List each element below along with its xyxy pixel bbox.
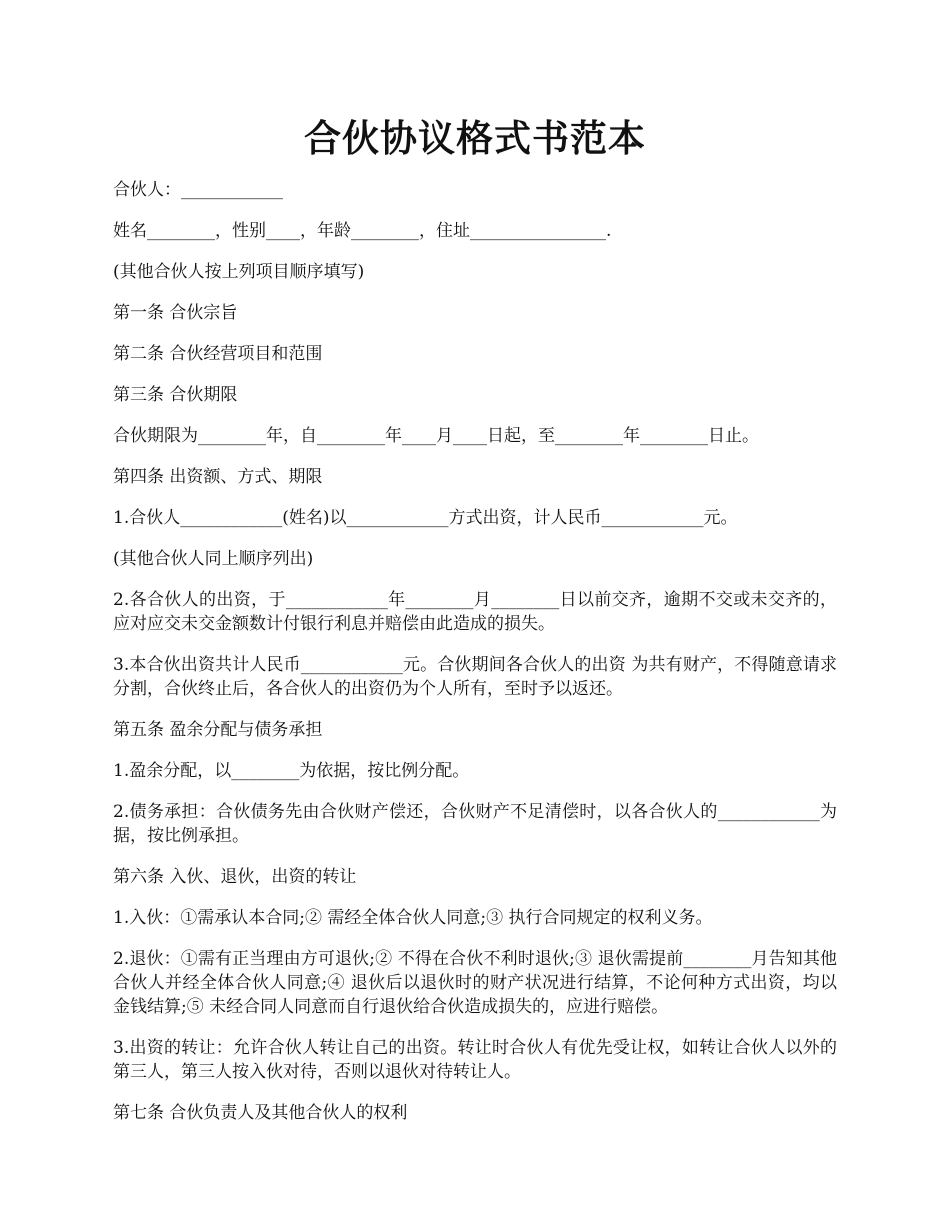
paragraph-partner: 合伙人：____________ <box>113 180 283 200</box>
paragraph-partner-info: 姓名________，性别____，年龄________，住址________________. <box>113 221 612 241</box>
paragraph-note-others: (其他合伙人同上顺序列出) <box>113 549 314 569</box>
document-title: 合伙协议格式书范本 <box>304 116 646 160</box>
article-6-heading: 第六条 入伙、退伙，出资的转让 <box>113 867 357 887</box>
document-page <box>113 0 837 1125</box>
paragraph-contribution-2: 2.各合伙人的出资，于____________年________月________日以前交齐，逾期不交或未交齐的，应对应交未交金额数计付银行利息并赔偿由此造成的损失。 <box>113 590 837 634</box>
article-2-heading: 第二条 合伙经营项目和范围 <box>113 344 323 364</box>
paragraph-transfer: 3.出资的转让：允许合伙人转让自己的出资。转让时合伙人有优先受让权，如转让合伙人以外的第三人，第三人按入伙对待，否则以退伙对待转让人。 <box>113 1038 837 1082</box>
paragraph-debt: 2.债务承担：合伙债务先由合伙财产偿还，合伙财产不足清偿时，以各合伙人的____________为据，按比例承担。 <box>113 802 837 846</box>
paragraph-term: 合伙期限为________年，自________年____月____日起，至________年________日止。 <box>113 426 759 446</box>
article-4-heading: 第四条 出资额、方式、期限 <box>113 467 323 487</box>
article-7-heading: 第七条 合伙负责人及其他合伙人的权利 <box>113 1103 408 1123</box>
paragraph-join: 1.入伙：①需承认本合同;② 需经全体合伙人同意;③ 执行合同规定的权利义务。 <box>113 908 713 928</box>
article-5-heading: 第五条 盈余分配与债务承担 <box>113 720 323 740</box>
paragraph-contribution-1: 1.合伙人____________(姓名)以____________方式出资，计人民币____________元。 <box>113 508 738 528</box>
paragraph-contribution-3: 3.本合伙出资共计人民币____________元。合伙期间各合伙人的出资 为共有财产，不得随意请求分割，合伙终止后，各合伙人的出资仍为个人所有，至时予以返还。 <box>113 655 837 699</box>
article-1-heading: 第一条 合伙宗旨 <box>113 303 238 323</box>
paragraph-withdraw: 2.退伙：①需有正当理由方可退伙;② 不得在合伙不利时退伙;③ 退伙需提前________月告知其他合伙人并经全体合伙人同意;④ 退伙后以退伙时的财产状况进行结算，不论何种方式出资，均以金钱结算;⑤ 未经合同人同意而自行退伙给合伙造成损失的，应进行赔偿。 <box>113 949 837 1017</box>
paragraph-profit: 1.盈余分配，以________为依据，按比例分配。 <box>113 761 470 781</box>
article-3-heading: 第三条 合伙期限 <box>113 385 238 405</box>
paragraph-note-order: (其他合伙人按上列项目顺序填写) <box>113 262 365 282</box>
